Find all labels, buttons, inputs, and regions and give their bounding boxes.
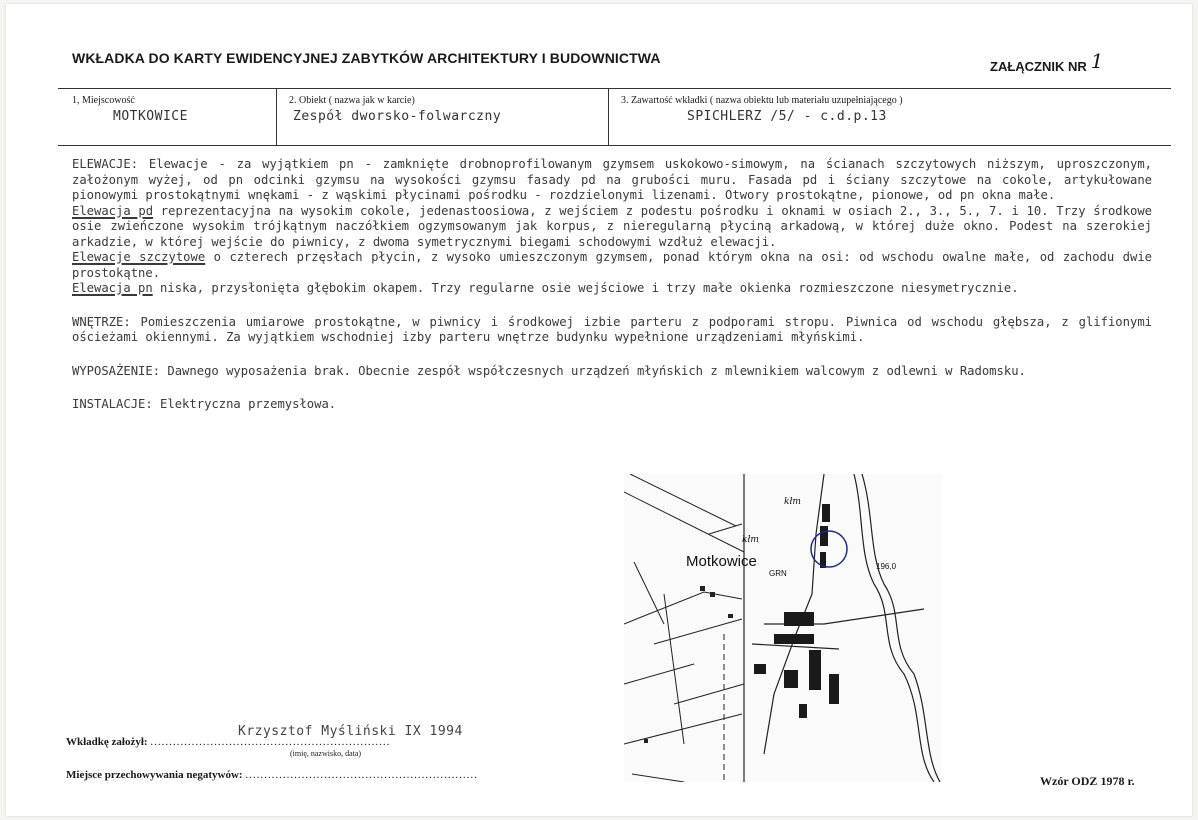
locality-value: MOTKOWICE: [113, 109, 188, 124]
map-label-grn: GRN: [769, 569, 787, 578]
equipment-paragraph: WYPOSAŻENIE: Dawnego wyposażenia brak. Obecnie zespół współczesnych urządzeń młyńskich z mlewnikiem walcowym z odlewni w Radomsku.: [72, 363, 1026, 378]
storage-label: Miejsce przechowywania negatywów:: [66, 769, 243, 781]
elevation-south-heading: Elewacja pd: [72, 203, 154, 218]
elevations-paragraph: ELEWACJE: Elewacje - za wyjątkiem pn - zamknięte drobnoprofilowanym gzymsem uskokowo-simowym, na ścianach szczytowych niższym, uproszczonym, założonym wyżej, od pn odcinki gzymsu na wysokości gzymsu fasady pd na grubości muru. Fasada pd i ściany szczytowe na cokole, artykułowane pionowymi prostokątnymi wnękami - z wąskimi płycinami pośrodku - rozdzielonymi lizenami. Otwory prostokątne, pionowe, od pn okna małe.: [72, 157, 1152, 202]
locality-label: 1, Miejscowość: [72, 95, 135, 106]
content-value: SPICHLERZ /5/ - c.d.p.13: [687, 109, 887, 124]
map-label-town: Motkowice: [686, 553, 757, 570]
elevation-north-heading: Elewacja pn: [72, 281, 153, 295]
elevation-gable-paragraph: [72, 250, 1152, 281]
interior-paragraph: WNĘTRZE: Pomieszczenia umiarowe prostokątne, w piwnicy i środkowej izbie parteru z podporami stropu. Piwnica od wschodu głębsza, z glifionymi ościeżami okiennymi. Za wyjątkiem wschodniej izby parteru wnętrze budynku wypełnione urządzeniami młyńskimi.: [72, 314, 1152, 344]
elevation-south-paragraph: [72, 204, 1152, 251]
locality-cell: [58, 89, 276, 145]
annex-number-value: 1: [1090, 49, 1104, 73]
map-label-klm-1: kłm: [742, 535, 759, 545]
founder-value: Krzysztof Myśliński IX 1994: [238, 724, 463, 739]
annex-number: [990, 49, 1104, 76]
elevation-south-text: reprezentacyjna na wysokim cokole, jedenastoosiowa, z wejściem z podestu pośrodku i oknami w osiach 2., 3., 5., 7. i 10. Trzy środkowe osie zwieńczone wysokim trójkątnym naczółkiem ogzymsowanym jak korpus, z nieregularną płyciną arkadową, w której duże okno. Podest na szerokiej arkadzie, w której wejście do piwnicy, z dwoma symetrycznymi biegami schodowymi wzdłuż elewacji.: [72, 203, 1152, 249]
elevation-north-paragraph: [72, 281, 1152, 297]
founder-label: Wkładkę założył:: [66, 736, 148, 748]
storage-row: [66, 769, 478, 781]
location-map: [624, 474, 942, 782]
map-label-elevation: 196,0: [876, 562, 897, 571]
elevation-gable-text: o czterech przęsłach płycin, z wysoko umieszczonym gzymsem, ponad którym okna na osi: od wschodu owalne małe, od zachodu dwie prostokątne.: [72, 250, 1153, 280]
content-cell: [608, 89, 1172, 145]
founder-note: (imię, nazwisko, data): [290, 749, 362, 758]
map-background: [624, 474, 942, 782]
elevation-north-text: niska, przysłonięta głębokim okapem. Trzy regularne osie wejściowe i trzy małe okienka rozmieszczone niesymetrycznie.: [152, 281, 1019, 295]
installations-paragraph: INSTALACJE: Elektryczna przemysłowa.: [72, 397, 337, 411]
document-title: WKŁADKA DO KARTY EWIDENCYJNEJ ZABYTKÓW ARCHITEKTURY I BUDOWNICTWA: [72, 50, 661, 66]
founder-dots: ................................................................: [150, 736, 391, 748]
description-body: [72, 157, 1152, 413]
header-fields-table: [58, 88, 1171, 146]
storage-dots: ..............................................................: [245, 769, 478, 781]
object-cell: [276, 89, 609, 145]
elevation-gable-heading: Elewacje szczytowe: [72, 250, 206, 264]
content-label: 3. Zawartość wkładki ( nazwa obiektu lub materiału uzupełniającego ): [621, 95, 903, 106]
map-label-klm-2: kłm: [784, 497, 801, 507]
form-id: Wzór ODZ 1978 r.: [1040, 774, 1135, 788]
annex-label: ZAŁĄCZNIK NR: [990, 59, 1087, 74]
object-label: 2. Obiekt ( nazwa jak w karcie): [289, 95, 415, 106]
object-value: Zespół dworsko-folwarczny: [293, 109, 502, 124]
